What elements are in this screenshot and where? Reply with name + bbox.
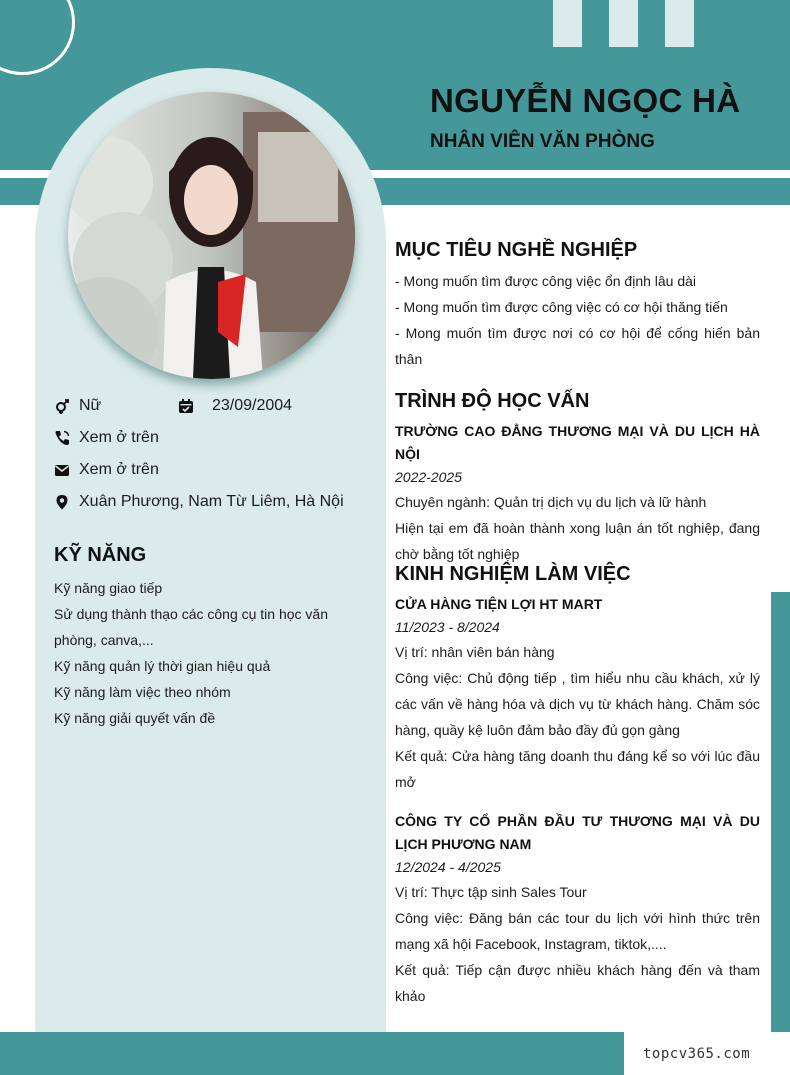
decorative-bar [665,0,694,47]
job-position: Vị trí: Thực tập sinh Sales Tour [395,884,587,900]
objective-item: - Mong muốn tìm được công việc ổn định lâu dài [395,273,697,289]
skill-item: Kỹ năng làm việc theo nhóm [54,684,231,700]
company-name: CÔNG TY CỔ PHẦN ĐẦU TƯ THƯƠNG MẠI VÀ DU LỊCH PHƯƠNG NAM [395,813,760,852]
email-value: Xem ở trên [79,461,159,478]
skill-item: Kỹ năng giải quyết vấn đề [54,710,216,726]
skills-heading: KỸ NĂNG [54,544,147,566]
education-note: Hiện tại em đã hoàn thành xong luận án tốt nghiệp, đang chờ bằng tốt nghiệp [395,520,760,562]
job-result: Kết quả: Tiếp cận được nhiều khách hàng đến và tham khảo [395,962,760,1004]
phone-icon [54,430,70,446]
experience-heading: KINH NGHIỆM LÀM VIỆC [395,563,631,585]
objective-list [395,268,760,372]
job-result: Kết quả: Cửa hàng tăng doanh thu đáng kể so với lúc đầu mở [395,748,760,790]
skill-item: Kỹ năng giao tiếp [54,580,163,596]
job-title: NHÂN VIÊN VĂN PHÒNG [430,131,655,152]
birthday-row [178,397,292,415]
address-row [54,493,344,511]
job-period: 11/2023 - 8/2024 [395,619,500,635]
experience-job-1 [395,593,760,795]
gender-row [54,397,101,415]
skill-item: Kỹ năng quản lý thời gian hiệu quả [54,658,271,674]
birthday-value: 23/09/2004 [212,397,293,414]
gender-value: Nữ [79,397,102,414]
location-pin-icon [54,494,70,510]
job-duties: Công việc: Đăng bán các tour du lịch với hình thức trên mạng xã hội Facebook, Instagram, tiktok,.... [395,910,760,952]
education-heading: TRÌNH ĐỘ HỌC VẤN [395,390,590,412]
skill-item: Sử dụng thành thạo các công cụ tin học văn phòng, canva,... [54,606,329,648]
footer-brand: topcv365.com [643,1046,751,1062]
email-row [54,461,159,479]
profile-photo [68,92,355,379]
candidate-name: NGUYỄN NGỌC HÀ [430,82,741,119]
phone-value: Xem ở trên [79,429,159,446]
objective-heading: MỤC TIÊU NGHỀ NGHIỆP [395,239,638,261]
school-name: TRƯỜNG CAO ĐẲNG THƯƠNG MẠI VÀ DU LỊCH HÀ NỘI [395,423,760,462]
decorative-bar [609,0,638,47]
calendar-icon [178,398,194,414]
education-major: Chuyên ngành: Quản trị dịch vụ du lịch và lữ hành [395,494,707,510]
footer-band [0,1032,624,1075]
objective-item: - Mong muốn tìm được nơi có cơ hội để cống hiến bản thân [395,325,760,367]
education-block [395,420,760,567]
company-name: CỬA HÀNG TIỆN LỢI HT MART [395,596,603,612]
gender-icon [54,398,70,414]
job-period: 12/2024 - 4/2025 [395,859,501,875]
job-duties: Công việc: Chủ động tiếp , tìm hiểu nhu cầu khách, xử lý các vấn về hàng hóa và dịch vụ từ khách hàng. Chăm sóc hàng, quầy kệ luôn đảm bảo đầy đủ gọn gàng [395,670,760,738]
education-period: 2022-2025 [395,469,462,485]
address-value: Xuân Phương, Nam Từ Liêm, Hà Nội [79,493,344,510]
right-accent-bar [771,592,790,1032]
decorative-bar [553,0,582,47]
phone-row [54,429,159,447]
job-position: Vị trí: nhân viên bán hàng [395,644,555,660]
skills-list [54,575,344,731]
objective-item: - Mong muốn tìm được công việc có cơ hội thăng tiến [395,299,728,315]
experience-job-2 [395,810,760,1009]
envelope-icon [54,462,70,478]
